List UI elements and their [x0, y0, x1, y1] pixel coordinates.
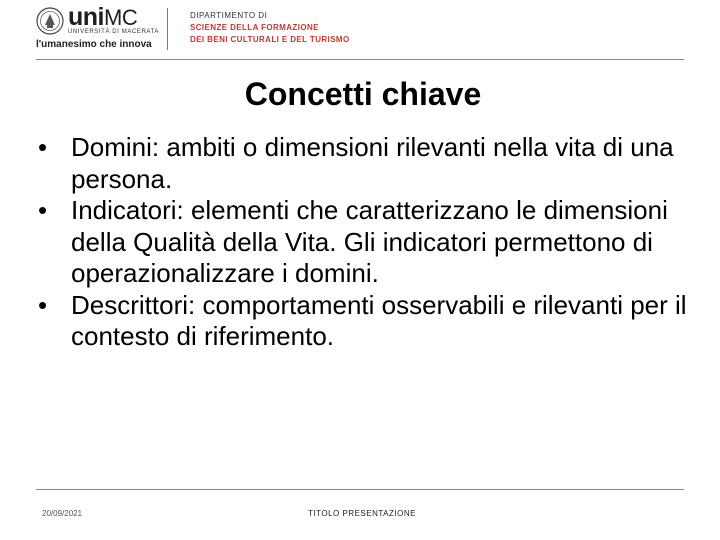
bullet-item [38, 195, 688, 290]
bullet-dot-icon: • [38, 195, 48, 225]
department-line-1: DIPARTIMENTO DI [190, 11, 268, 20]
university-motto: l'umanesimo che innova [36, 39, 152, 50]
bullet-text: Domini: ambiti o dimensioni rilevanti nella vita di una persona. [71, 132, 674, 194]
bullet-text: Descrittori: comportamenti osservabili e rilevanti per il contesto di riferimento. [71, 289, 687, 351]
unimc-logo-text: uniMC [68, 3, 138, 31]
header-rule [36, 59, 684, 60]
bullet-list [38, 132, 688, 353]
university-seal-logo [36, 6, 64, 36]
department-line-2: SCIENZE DELLA FORMAZIONE [190, 23, 319, 32]
footer-presentation-title: TITOLO PRESENTAZIONE [308, 509, 416, 518]
footer-date: 20/09/2021 [42, 509, 83, 518]
bullet-dot-icon: • [38, 289, 48, 320]
bullet-dot-icon: • [38, 132, 48, 162]
bullet-item [38, 290, 688, 353]
footer-rule [36, 489, 684, 490]
header-divider [167, 8, 168, 50]
department-line-3: DEI BENI CULTURALI E DEL TURISMO [190, 35, 350, 44]
slide-title: Concetti chiave [244, 76, 482, 112]
university-name: UNIVERSITÀ DI MACERATA [68, 29, 159, 35]
bullet-item [38, 132, 688, 195]
department-name [190, 10, 350, 46]
bullet-text: Indicatori: elementi che caratterizzano le dimensioni della Qualità della Vita. Gli indicatori permettono di operazionalizzare i domini. [71, 195, 668, 288]
slide-header [0, 0, 720, 58]
